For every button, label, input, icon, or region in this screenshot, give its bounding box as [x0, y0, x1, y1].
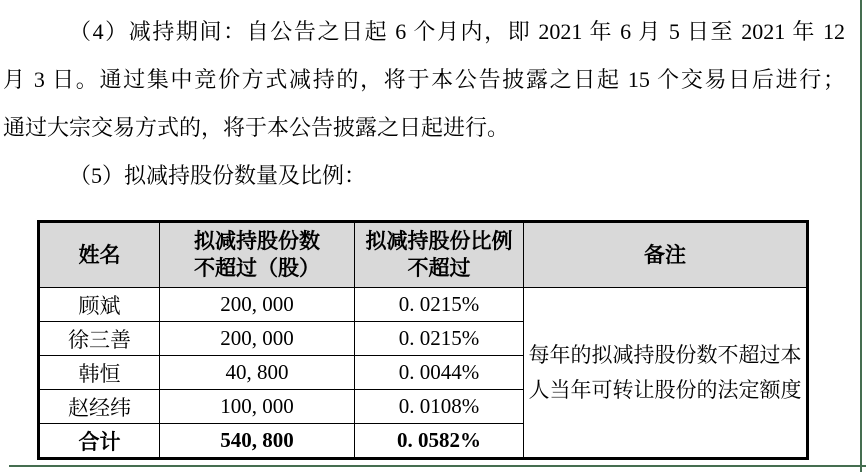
cell-shares: 200, 000 — [160, 322, 355, 356]
page-edge-bottom-line — [9, 465, 866, 467]
header-name: 姓名 — [39, 222, 160, 288]
cell-total-ratio: 0. 0582% — [355, 424, 524, 459]
cell-name: 徐三善 — [39, 322, 160, 356]
table-header-row — [39, 222, 808, 288]
paragraph-reduction-period — [3, 8, 845, 152]
header-ratio-line1: 拟减持股份比例 — [365, 229, 513, 253]
reduction-plan-table — [37, 220, 809, 460]
header-ratio — [355, 222, 524, 288]
header-shares-line1: 拟减持股份数 — [194, 229, 320, 253]
paragraph-line: 通过大宗交易方式的，将于本公告披露之日起进行。 — [3, 115, 510, 140]
table-row — [39, 288, 808, 322]
header-remark: 备注 — [524, 222, 808, 288]
paragraph-table-caption: （5）拟减持股份数量及比例： — [69, 163, 367, 188]
cell-ratio: 0. 0215% — [355, 322, 524, 356]
paragraph-line: （4）减持期间：自公告之日起 6 个月内，即 2021 年 6 月 5 日至 2021 年 12 — [69, 19, 845, 44]
page-edge-right-line — [860, 0, 862, 472]
cell-total-shares: 540, 800 — [160, 424, 355, 459]
paragraph-line: 月 3 日。通过集中竞价方式减持的，将于本公告披露之日起 15 个交易日后进行； — [3, 67, 845, 92]
cell-total-label: 合计 — [39, 424, 160, 459]
cell-ratio: 0. 0108% — [355, 390, 524, 424]
header-shares — [160, 222, 355, 288]
cell-shares: 200, 000 — [160, 288, 355, 322]
cell-ratio: 0. 0044% — [355, 356, 524, 390]
header-shares-line2: 不超过（股） — [194, 256, 320, 280]
header-ratio-line2: 不超过 — [407, 256, 471, 280]
cell-name: 韩恒 — [39, 356, 160, 390]
cell-ratio: 0. 0215% — [355, 288, 524, 322]
cell-name: 赵经纬 — [39, 390, 160, 424]
cell-shares: 100, 000 — [160, 390, 355, 424]
cell-shares: 40, 800 — [160, 356, 355, 390]
cell-name: 顾斌 — [39, 288, 160, 322]
document-body — [3, 0, 845, 460]
cell-remark: 每年的拟减持股份数不超过本人当年可转让股份的法定额度 — [524, 288, 808, 459]
